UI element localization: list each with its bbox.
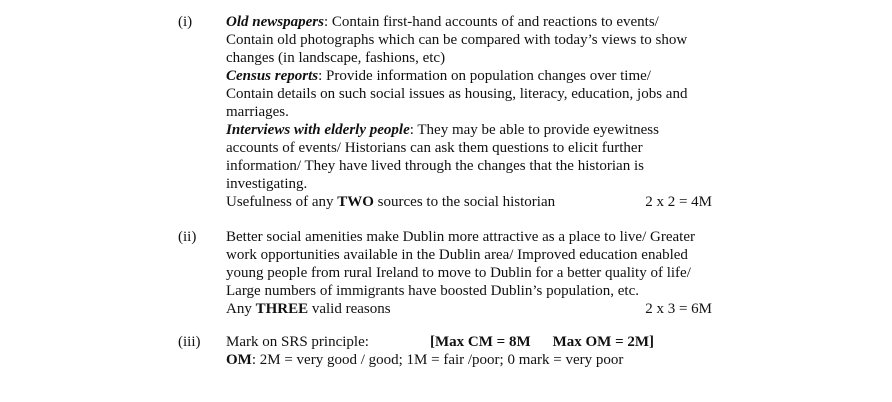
part-numeral: (i) (178, 14, 193, 30)
source-text: marriages. (226, 104, 289, 120)
marks-allocation: 2 x 2 = 4M (645, 194, 712, 210)
source-text: : They may be able to provide eyewitness (409, 122, 659, 138)
source-text: information/ They have lived through the changes that the historian is (226, 158, 644, 174)
om-scale-row (226, 351, 726, 369)
source-text: changes (in landscape, fashions, etc) (226, 50, 446, 66)
criterion-count: TWO (337, 194, 374, 210)
answer-text: Better social amenities make Dublin more attractive as a place to live/ Greater (226, 229, 695, 245)
answer-text: Large numbers of immigrants have boosted Dublin’s population, etc. (226, 283, 639, 299)
criterion-count: THREE (255, 301, 309, 317)
part-numeral: (ii) (178, 229, 197, 245)
source-heading: Census reports (226, 68, 319, 84)
answer-text: work opportunities available in the Dublin area/ Improved education enabled (226, 247, 688, 263)
part-numeral: (iii) (178, 334, 201, 350)
source-heading: Old newspapers (226, 14, 324, 30)
om-scale-text: : 2M = very good / good; 1M = fair /poor; 0 mark = very poor (251, 352, 624, 368)
marks-allocation: 2 x 3 = 6M (645, 301, 712, 317)
criterion-text: sources to the social historian (373, 194, 556, 210)
source-text: accounts of events/ Historians can ask them questions to elicit further (226, 140, 643, 156)
source-census-reports (226, 67, 726, 85)
marking-criterion (226, 300, 712, 318)
srs-principle-text: Mark on SRS principle: (226, 334, 369, 350)
part-iii-body (226, 333, 726, 369)
criterion-text: Usefulness of any (226, 194, 338, 210)
criterion-text: Any (226, 301, 256, 317)
source-heading: Interviews with elderly people (226, 122, 410, 138)
part-ii-body (226, 228, 726, 318)
max-om: Max OM = 2M] (552, 334, 655, 350)
max-cm: [Max CM = 8M (430, 334, 531, 350)
srs-principle-row (226, 333, 712, 351)
source-interviews (226, 121, 726, 139)
marking-criterion (226, 193, 712, 211)
max-marks (430, 333, 654, 351)
source-old-newspapers (226, 13, 726, 31)
part-i-body (226, 13, 726, 211)
answer-text: young people from rural Ireland to move to Dublin for a better quality of life/ (226, 265, 691, 281)
source-text: investigating. (226, 176, 308, 192)
criterion-text: valid reasons (308, 301, 391, 317)
source-text: : Provide information on population changes over time/ (318, 68, 651, 84)
source-text: Contain details on such social issues as housing, literacy, education, jobs and (226, 86, 688, 102)
source-text: Contain old photographs which can be compared with today’s views to show (226, 32, 688, 48)
source-text: : Contain first-hand accounts of and reactions to events/ (323, 14, 659, 30)
om-label: OM (226, 352, 252, 368)
